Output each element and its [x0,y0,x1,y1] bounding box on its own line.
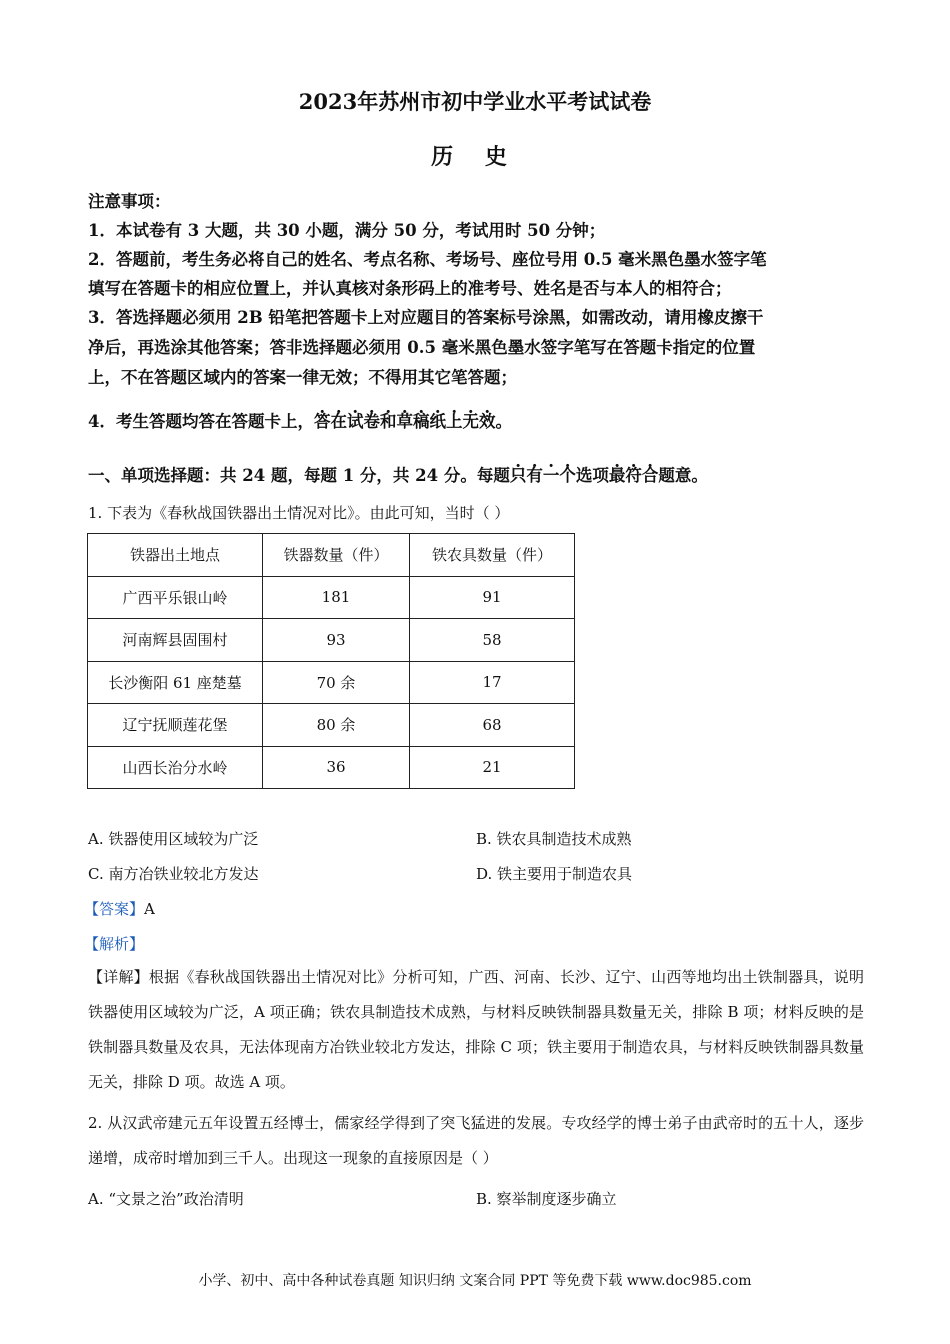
note-line-7-suffix: 。 [495,412,512,431]
q2-option-a: A. “文景之治”政治清明 [88,1190,244,1208]
q1-detail-paragraph [88,960,864,1100]
table-cell: 70 余 [263,661,410,704]
note-line-6: 上，不在答题区域内的答案一律无效；不得用其它笔答题； [88,368,517,387]
note-line-3: 填写在答题卡的相应位置上，并认真核对条形码上的准考号、姓名是否与本人的相符合； [88,279,732,298]
question-1-stem: 1. 下表为《春秋战国铁器出土情况对比》。由此可知，当时（ ） [88,504,510,522]
note-line-7 [88,408,512,432]
table-header: 铁农具数量（件） [410,534,575,577]
q2-option-b: B. 察举制度逐步确立 [476,1190,617,1208]
q1-answer [84,898,155,919]
subject-title: 历 史 [431,144,519,170]
table-cell: 68 [410,704,575,747]
table-row [88,704,575,747]
note-line-7-emphasis: 答在试卷和草稿纸上无效 [313,412,496,431]
table-row [88,619,575,662]
section-1-prefix: 一、单项选择题：共 24 题，每题 1 分，共 24 分。每题 [88,466,510,485]
exam-title: 2023年苏州市初中学业水平考试试卷 [298,89,652,114]
q1-option-c: C. 南方冶铁业较北方发达 [88,865,259,883]
detail-text: 根据《春秋战国铁器出土情况对比》分析可知，广西、河南、长沙、辽宁、山西等地均出土铁制器具，说明铁器使用区域较为广泛，A 项正确；铁农具制造技术成熟，与材料反映铁制器具数量无关，排除 B 项；材料反映的是铁制器具数量及农具，无法体现南方冶铁业较北方发达，排除 C 项；铁主要用于制造农具，与材料反映铁制器具数量无关，排除 D 项。故选 A 项。 [88,968,864,1091]
table-cell: 21 [410,746,575,789]
table-cell: 91 [410,576,575,619]
note-line-4: 3．答选择题必须用 2B 铅笔把答题卡上对应题目的答案标号涂黑，如需改动，请用橡皮擦干 [88,308,764,327]
section-1-emphasis-1: 只有一个 [509,466,576,485]
table-cell: 17 [410,661,575,704]
table-cell: 58 [410,619,575,662]
table-cell: 河南辉县固围村 [88,619,263,662]
table-cell: 山西长治分水岭 [88,746,263,789]
section-1-suffix: 题意。 [658,466,708,485]
detail-tag: 【详解】 [88,968,149,986]
table-header: 铁器出土地点 [88,534,263,577]
table-row [88,576,575,619]
table-cell: 181 [263,576,410,619]
table-cell: 80 余 [263,704,410,747]
section-1-emphasis-2: 最符合 [608,466,659,485]
note-line-7-prefix: 4．考生答题均答在答题卡上， [88,412,314,431]
section-1-middle: 选项 [575,466,609,485]
note-line-1: 1．本试卷有 3 大题，共 30 小题，满分 50 分，考试用时 50 分钟； [88,221,606,240]
q1-option-a: A. 铁器使用区域较为广泛 [88,830,259,848]
section-1-heading [88,462,708,486]
note-line-5: 净后，再选涂其他答案；答非选择题必须用 0.5 毫米黑色墨水签字笔写在答题卡指定的位置 [88,338,756,357]
table-row [88,746,575,789]
page-footer: 小学、初中、高中各种试卷真题 知识归纳 文案合同 PPT 等免费下载 www.doc985.com [198,1273,752,1289]
table-cell: 93 [263,619,410,662]
answer-value: A [144,900,155,918]
answer-tag: 【答案】 [84,900,145,918]
table-cell: 36 [263,746,410,789]
analysis-tag: 【解析】 [84,935,145,953]
q1-option-d: D. 铁主要用于制造农具 [476,865,633,883]
q1-option-b: B. 铁农具制造技术成熟 [476,830,632,848]
question-2-stem: 2. 从汉武帝建元五年设置五经博士，儒家经学得到了突飞猛进的发展。专攻经学的博士弟子由武帝时的五十人，逐步递增，成帝时增加到三千人。出现这一现象的直接原因是（ ） [88,1114,864,1167]
note-line-2: 2．答题前，考生务必将自己的姓名、考点名称、考场号、座位号用 0.5 毫米黑色墨水签字笔 [88,250,767,269]
table-cell: 广西平乐银山岭 [88,576,263,619]
table-cell: 辽宁抚顺莲花堡 [88,704,263,747]
iron-artifacts-table [87,533,575,789]
notes-heading: 注意事项： [88,192,171,211]
table-header: 铁器数量（件） [263,534,410,577]
table-cell: 长沙衡阳 61 座楚墓 [88,661,263,704]
table-row [88,661,575,704]
